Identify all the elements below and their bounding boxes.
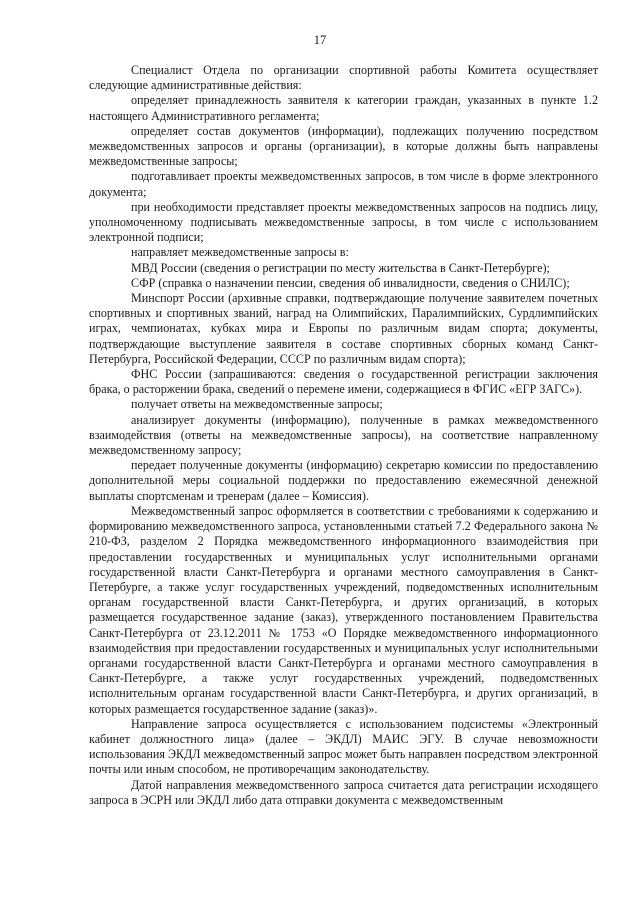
paragraph: получает ответы на межведомственные запросы; xyxy=(131,397,383,412)
paragraph: при необходимости представляет проекты межведомственных запросов на подпись лицу, уполномоченному подписывать межведомственные запросы, в том числе с использованием электронной подписи; xyxy=(89,199,598,245)
paragraph: определяет состав документов (информации), подлежащих получению посредством межведомственных запросов и органы (организации), в которые должны быть направлены межведомственные запросы; xyxy=(89,123,598,169)
document-body xyxy=(89,63,598,808)
paragraph: направляет межведомственные запросы в: xyxy=(131,245,349,260)
paragraph: МВД России (сведения о регистрации по месту жительства в Санкт-Петербурге); xyxy=(131,260,550,275)
paragraph: передает полученные документы (информацию) секретарю комиссии по предоставлению дополнительной меры социальной поддержки по предоставлению ежемесячной денежной выплаты спортсменам и тренерам (далее – Комиссия). xyxy=(89,458,598,503)
paragraph: анализирует документы (информацию), полученные в рамках межведомственного взаимодействия (ответы на межведомственные запросы), на соответствие направленному межведомственному запросу; xyxy=(89,412,598,458)
paragraph: подготавливает проекты межведомственных запросов, в том числе в форме электронного документа; xyxy=(89,169,598,199)
paragraph: Специалист Отдела по организации спортивной работы Комитета осуществляет следующие административные действия: xyxy=(89,63,598,93)
paragraph: СФР (справка о назначении пенсии, сведения об инвалидности, сведения о СНИЛС); xyxy=(131,275,570,290)
paragraph: Датой направления межведомственного запроса считается дата регистрации исходящего запроса в ЭСРН или ЭКДЛ либо дата отправки документа с межведомственным xyxy=(89,777,598,807)
paragraph: Межведомственный запрос оформляется в соответствии с требованиями к содержанию и формированию межведомственного запроса, установленными статьей 7.2 Федерального закона № 210-ФЗ, разделом 2 Порядка межведомственного информационного взаимодействия при предоставлении государственных и муниципальных услуг исполнительными органами государственной власти Санкт-Петербурга и органами местного самоуправления в Санкт-Петербурге, а также услуг государственных учреждений, подведомственных исполнительным органам государственной власти Санкт-Петербурга, и других организаций, в которых размещается государственное задание (заказ), утвержденного постановлением Правительства Санкт-Петербурга от 23.12.2011 № 1753 «О Порядке межведомственного информационного взаимодействия при предоставлении государственных и муниципальных услуг исполнительными органами государственной власти Санкт-Петербурга и органами местного самоуправления в Санкт-Петербурге, а также услуг государственных учреждений, подведомственных исполнительным органам государственной власти Санкт-Петербурга, и других организаций, в которых размещается государственное задание (заказ)». xyxy=(89,503,598,716)
paragraph: ФНС России (запрашиваются: сведения о государственной регистрации заключения брака, о расторжении брака, сведений о перемене имени, содержащиеся в ФГИС «ЕГР ЗАГС»). xyxy=(89,367,598,397)
paragraph: Минспорт России (архивные справки, подтверждающие получение заявителем почетных спортивных и спортивных званий, наград на Олимпийских, Паралимпийских, Сурдлимпийских играх, чемпионатах, кубках мира и Европы по различным видам спорта; документы, подтверждающие выступление заявителя в составе спортивных сборных команд Санкт-Петербурга, Российской Федерации, СССР по различным видам спорта); xyxy=(89,291,598,366)
paragraph: определяет принадлежность заявителя к категории граждан, указанных в пункте 1.2 настоящего Административного регламента; xyxy=(89,93,598,123)
page-number: 17 xyxy=(313,33,327,47)
paragraph: Направление запроса осуществляется с использованием подсистемы «Электронный кабинет должностного лица» (далее – ЭКДЛ) МАИС ЭГУ. В случае невозможности использования ЭКДЛ межведомственный запрос может быть направлен посредством электронной почты или иным способом, не противоречащим законодательству. xyxy=(89,716,598,777)
